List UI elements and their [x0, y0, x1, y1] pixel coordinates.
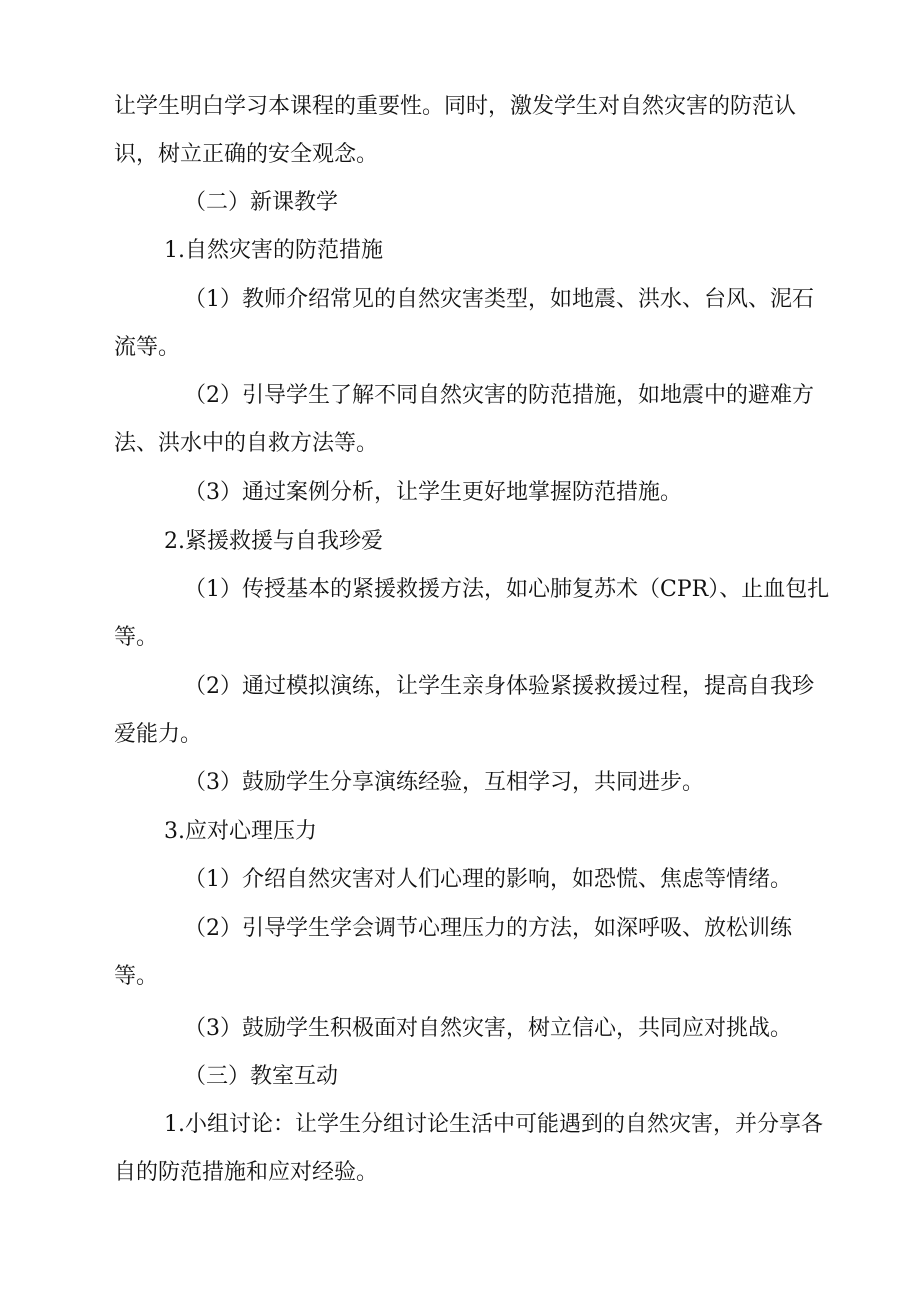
list-item-stress-regulation: （2）引导学生学会调节心理压力的方法，如深呼吸、放松训练等。 [114, 916, 792, 989]
list-item-psychological-impact: （1）介绍自然灾害对人们心理的影响，如恐慌、焦虑等情绪。 [184, 867, 792, 892]
subheading-disaster-prevention: 1.自然灾害的防范措施 [164, 238, 383, 263]
list-item-prevention-measures: （2）引导学生了解不同自然灾害的防范措施，如地震中的避难方法、洪水中的自救方法等。 [114, 383, 814, 456]
list-item-face-challenges: （3）鼓励学生积极面对自然灾害，树立信心，共同应对挑战。 [184, 1016, 792, 1041]
section-heading-new-lesson: （二）新课教学 [184, 190, 339, 215]
paragraph-intro: 让学生明白学习本课程的重要性。同时，激发学生对自然灾害的防范认识，树立正确的安全观念。 [114, 94, 797, 167]
list-item-share-experience: （3）鼓励学生分享演练经验，互相学习，共同进步。 [184, 770, 704, 795]
list-item-disaster-types: （1）教师介绍常见的自然灾害类型，如地震、洪水、台风、泥石流等。 [114, 287, 814, 360]
list-item-case-analysis: （3）通过案例分析，让学生更好地掌握防范措施。 [184, 480, 682, 505]
list-item-simulation-drill: （2）通过模拟演练，让学生亲身体验紧援救援过程，提高自我珍爱能力。 [114, 674, 814, 747]
section-heading-classroom-interaction: （三）教室互动 [184, 1064, 339, 1089]
list-item-group-discussion: 1.小组讨论：让学生分组讨论生活中可能遇到的自然灾害，并分享各自的防范措施和应对经验。 [114, 1112, 823, 1185]
subheading-emergency-rescue: 2.紧援救援与自我珍爱 [164, 529, 383, 554]
subheading-psychological-pressure: 3.应对心理压力 [164, 819, 317, 844]
list-item-rescue-methods: （1）传授基本的紧援救援方法，如心肺复苏术（CPR）、止血包扎等。 [114, 577, 830, 650]
